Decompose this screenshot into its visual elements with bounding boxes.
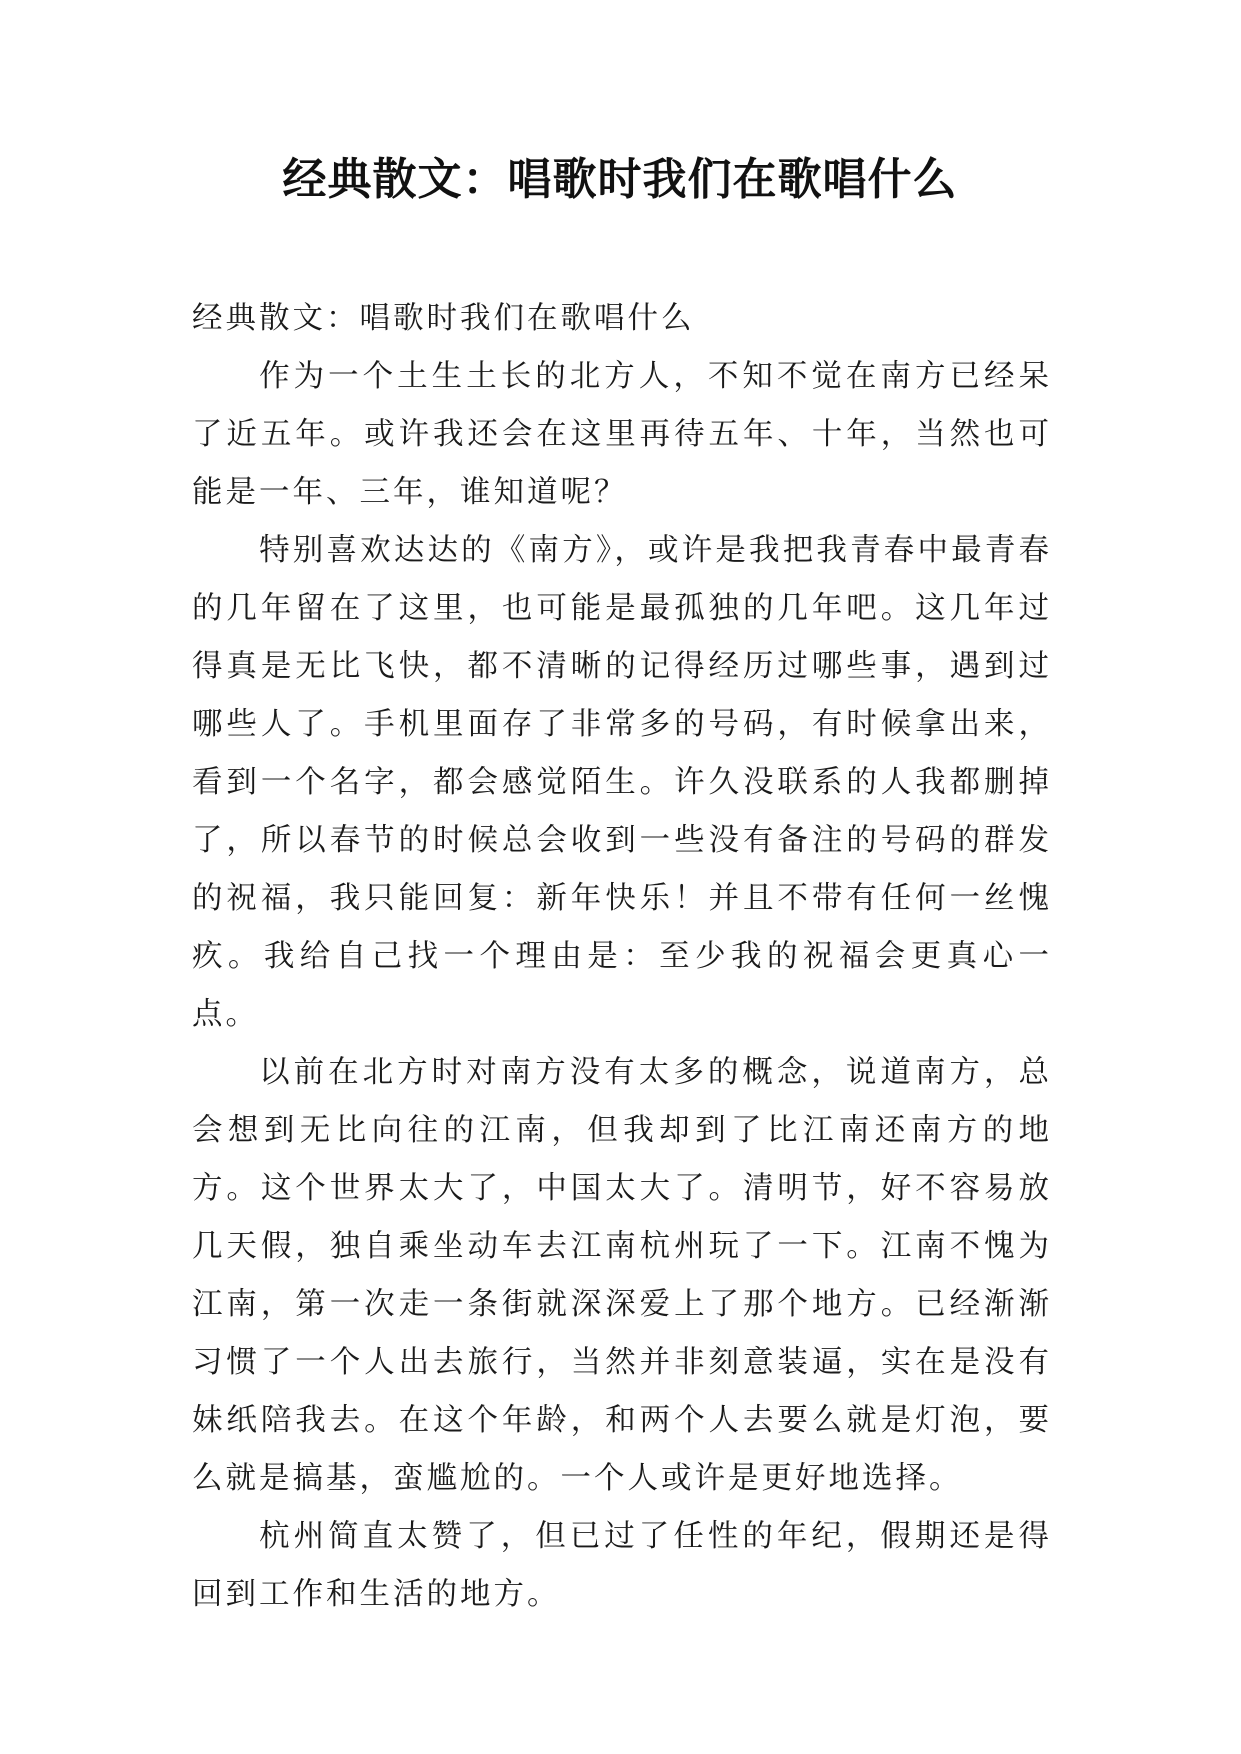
body-subtitle-line: 经典散文：唱歌时我们在歌唱什么 bbox=[192, 301, 695, 336]
document-body bbox=[192, 290, 1052, 1624]
paragraph-3: 以前在北方时对南方没有太多的概念，说道南方，总会想到无比向往的江南，但我却到了比江南还南方的地方。这个世界太大了，中国太大了。清明节，好不容易放几天假，独自乘坐动车去江南杭州玩了一下。江南不愧为江南，第一次走一条街就深深爱上了那个地方。已经渐渐习惯了一个人出去旅行，当然并非刻意装逼，实在是没有妹纸陪我去。在这个年龄，和两个人去要么就是灯泡，要么就是搞基，蛮尴尬的。一个人或许是更好地选择。 bbox=[192, 1055, 1052, 1496]
document-title: 经典散文：唱歌时我们在歌唱什么 bbox=[282, 154, 958, 205]
paragraph-4: 杭州简直太赞了，但已过了任性的年纪，假期还是得回到工作和生活的地方。 bbox=[192, 1519, 1052, 1612]
paragraph-1: 作为一个土生土长的北方人，不知不觉在南方已经呆了近五年。或许我还会在这里再待五年、十年，当然也可能是一年、三年，谁知道呢？ bbox=[192, 359, 1052, 510]
paragraph-2: 特别喜欢达达的《南方》，或许是我把我青春中最青春的几年留在了这里，也可能是最孤独的几年吧。这几年过得真是无比飞快，都不清晰的记得经历过哪些事，遇到过哪些人了。手机里面存了非常多的号码，有时候拿出来，看到一个名字，都会感觉陌生。许久没联系的人我都删掉了，所以春节的时候总会收到一些没有备注的号码的群发的祝福，我只能回复：新年快乐！并且不带有任何一丝愧疚。我给自己找一个理由是：至少我的祝福会更真心一点。 bbox=[192, 533, 1052, 1032]
